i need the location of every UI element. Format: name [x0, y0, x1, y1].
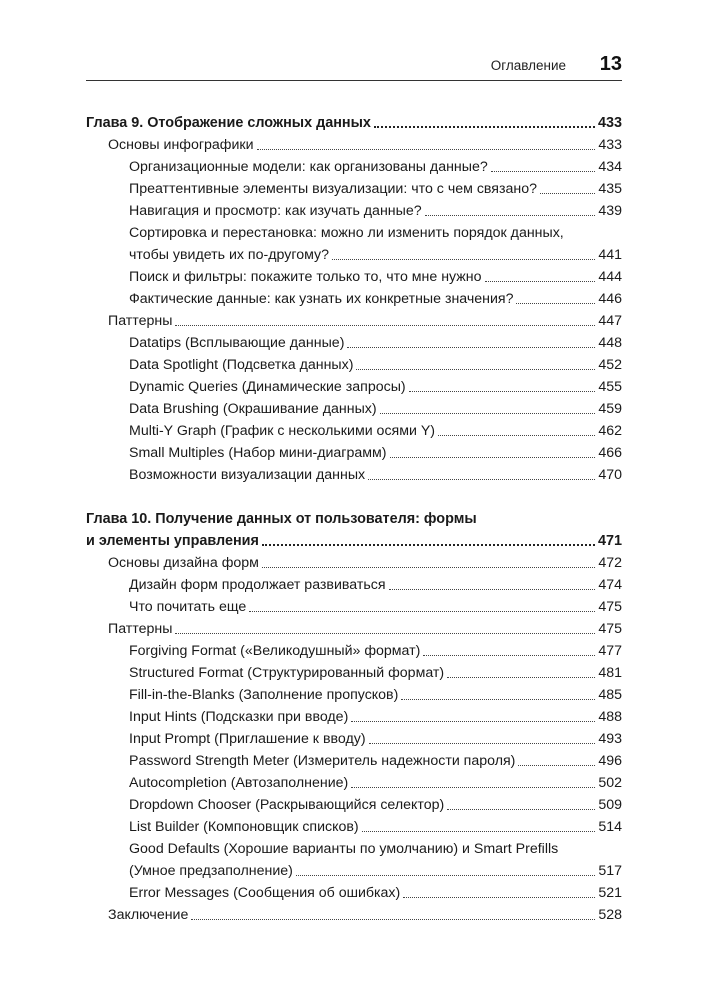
toc-entry-title: Дизайн форм продолжает развиваться	[129, 577, 386, 593]
toc-pattern-multiline[interactable]	[86, 838, 622, 882]
toc-pattern[interactable]	[86, 794, 622, 816]
toc-entry-title: Input Prompt (Приглашение к вводу)	[129, 731, 366, 747]
leader-dots	[351, 787, 595, 788]
toc-entry-title: Input Hints (Подсказки при вводе)	[129, 709, 349, 725]
toc-entry-title: Основы инфографики	[108, 137, 254, 153]
toc-entry-title: Преаттентивные элементы визуализации: что с чем связано?	[129, 181, 537, 197]
toc-page-number: 475	[598, 599, 622, 615]
toc-pattern[interactable]	[86, 332, 622, 354]
leader-dots	[347, 347, 595, 348]
leader-dots	[485, 281, 596, 282]
toc-section-form-design-basics[interactable]	[86, 552, 622, 574]
leader-dots	[351, 721, 595, 722]
leader-dots	[447, 809, 595, 810]
toc-chapter-10[interactable]	[86, 508, 622, 552]
toc-page-number: 435	[598, 181, 622, 197]
toc-entry-title: Small Multiples (Набор мини-диаграмм)	[129, 445, 387, 461]
toc-page-number: 517	[598, 863, 622, 879]
header-page-number: 13	[599, 53, 622, 75]
toc-page-number: 493	[598, 731, 622, 747]
toc-page-number: 433	[598, 137, 622, 153]
leader-dots	[175, 325, 595, 326]
toc-pattern[interactable]	[86, 684, 622, 706]
toc-page-number: 434	[598, 159, 622, 175]
toc-pattern[interactable]	[86, 464, 622, 486]
leader-dots	[423, 655, 595, 656]
toc-pattern[interactable]	[86, 772, 622, 794]
toc-entry-title: Паттерны	[108, 313, 173, 329]
leader-dots	[516, 303, 595, 304]
leader-dots	[425, 215, 596, 216]
toc-page-number: 452	[598, 357, 622, 373]
toc-subsection[interactable]	[86, 266, 622, 288]
toc-page-number: 433	[597, 115, 622, 131]
table-of-contents	[86, 112, 622, 926]
toc-subsection[interactable]	[86, 178, 622, 200]
toc-page-number: 509	[598, 797, 622, 813]
toc-page-number: 521	[598, 885, 622, 901]
chapter-gap	[86, 486, 622, 508]
toc-entry-title: Заключение	[108, 907, 189, 923]
leader-dots	[368, 479, 595, 480]
leader-dots	[296, 875, 595, 876]
toc-page-number: 472	[598, 555, 622, 571]
toc-page-number: 481	[598, 665, 622, 681]
toc-entry-title: Autocompletion (Автозаполнение)	[129, 775, 349, 791]
toc-subsection[interactable]	[86, 288, 622, 310]
toc-entry-title: Организационные модели: как организованы данные?	[129, 159, 488, 175]
toc-page-number: 528	[598, 907, 622, 923]
leader-dots	[447, 677, 595, 678]
toc-page-number: 459	[598, 401, 622, 417]
leader-dots	[262, 567, 595, 568]
toc-chapter-title-line1: Глава 10. Получение данных от пользователя: формы	[86, 511, 477, 527]
leader-dots	[191, 919, 595, 920]
toc-subsection[interactable]	[86, 200, 622, 222]
toc-entry-title-line1: Good Defaults (Хорошие варианты по умолчанию) и Smart Prefills	[129, 841, 559, 857]
leader-dots	[356, 369, 595, 370]
toc-page-number: 475	[598, 621, 622, 637]
toc-page-number: 474	[598, 577, 622, 593]
toc-entry-title: Поиск и фильтры: покажите только то, что мне нужно	[129, 269, 482, 285]
leader-dots	[374, 126, 595, 128]
toc-pattern[interactable]	[86, 706, 622, 728]
toc-entry-title: Fill-in-the-Blanks (Заполнение пропусков)	[129, 687, 399, 703]
toc-entry-title: Навигация и просмотр: как изучать данные?	[129, 203, 422, 219]
toc-entry-title: Forgiving Format («Великодушный» формат)	[129, 643, 421, 659]
toc-entry-title: Возможности визуализации данных	[129, 467, 366, 483]
toc-section-infographics-basics[interactable]	[86, 134, 622, 156]
toc-entry-title: Structured Format (Структурированный формат)	[129, 665, 445, 681]
leader-dots	[175, 633, 595, 634]
leader-dots	[332, 259, 595, 260]
toc-entry-title: Глава 9. Отображение сложных данных	[86, 115, 371, 131]
toc-entry-title-line2: (Умное предзаполнение)	[129, 863, 293, 879]
leader-dots	[380, 413, 596, 414]
toc-page-number: 485	[598, 687, 622, 703]
toc-pattern[interactable]	[86, 640, 622, 662]
toc-chapter-9[interactable]	[86, 112, 622, 134]
toc-pattern[interactable]	[86, 750, 622, 772]
leader-dots	[540, 193, 595, 194]
toc-page-number: 444	[598, 269, 622, 285]
toc-pattern[interactable]	[86, 662, 622, 684]
toc-page-number: 446	[598, 291, 622, 307]
leader-dots	[362, 831, 596, 832]
toc-subsection[interactable]	[86, 156, 622, 178]
leader-dots	[409, 391, 596, 392]
toc-entry-title: Data Spotlight (Подсветка данных)	[129, 357, 354, 373]
leader-dots	[262, 544, 595, 546]
toc-section-patterns[interactable]	[86, 618, 622, 640]
toc-subsection[interactable]	[86, 574, 622, 596]
toc-pattern[interactable]	[86, 376, 622, 398]
toc-pattern[interactable]	[86, 882, 622, 904]
toc-section-conclusion[interactable]	[86, 904, 622, 926]
toc-entry-title: Основы дизайна форм	[108, 555, 259, 571]
toc-pattern[interactable]	[86, 816, 622, 838]
leader-dots	[518, 765, 595, 766]
leader-dots	[403, 897, 595, 898]
toc-pattern[interactable]	[86, 420, 622, 442]
toc-chapter-title-line2: и элементы управления	[86, 533, 259, 549]
toc-entry-title-line2: чтобы увидеть их по-другому?	[129, 247, 329, 263]
toc-entry-title: Фактические данные: как узнать их конкретные значения?	[129, 291, 514, 307]
toc-entry-title: Паттерны	[108, 621, 173, 637]
toc-entry-title: Multi-Y Graph (График с несколькими осями Y)	[129, 423, 436, 439]
toc-entry-title: Password Strength Meter (Измеритель надежности пароля)	[129, 753, 516, 769]
toc-page-number: 496	[598, 753, 622, 769]
toc-page-number: 470	[598, 467, 622, 483]
toc-page-number: 477	[598, 643, 622, 659]
toc-pattern[interactable]	[86, 354, 622, 376]
toc-page-number: 439	[598, 203, 622, 219]
toc-entry-title-line1: Сортировка и перестановка: можно ли изменить порядок данных,	[129, 225, 564, 241]
toc-entry-title: Error Messages (Сообщения об ошибках)	[129, 885, 401, 901]
toc-page-number: 462	[598, 423, 622, 439]
leader-dots	[249, 611, 595, 612]
leader-dots	[390, 457, 596, 458]
toc-section-patterns[interactable]	[86, 310, 622, 332]
toc-entry-title: Что почитать еще	[129, 599, 247, 615]
leader-dots	[491, 171, 596, 172]
toc-page-number: 455	[598, 379, 622, 395]
toc-pattern[interactable]	[86, 398, 622, 420]
toc-subsection[interactable]	[86, 596, 622, 618]
toc-entry-title: Dynamic Queries (Динамические запросы)	[129, 379, 406, 395]
leader-dots	[401, 699, 595, 700]
running-header	[86, 50, 622, 81]
toc-entry-title: Datatips (Всплывающие данные)	[129, 335, 345, 351]
toc-page-number: 441	[598, 247, 622, 263]
toc-entry-title: List Builder (Компоновщик списков)	[129, 819, 359, 835]
leader-dots	[389, 589, 596, 590]
toc-subsection-multiline[interactable]	[86, 222, 622, 266]
toc-page-number: 488	[598, 709, 622, 725]
leader-dots	[438, 435, 595, 436]
toc-entry-title: Data Brushing (Окрашивание данных)	[129, 401, 377, 417]
toc-entry-title: Dropdown Chooser (Раскрывающийся селектор)	[129, 797, 445, 813]
toc-page-number: 466	[598, 445, 622, 461]
toc-page-number: 471	[597, 533, 622, 549]
leader-dots	[369, 743, 596, 744]
toc-page-number: 514	[598, 819, 622, 835]
toc-page-number: 447	[598, 313, 622, 329]
toc-page-number: 448	[598, 335, 622, 351]
toc-pattern[interactable]	[86, 728, 622, 750]
toc-pattern[interactable]	[86, 442, 622, 464]
header-section-title: Оглавление	[490, 58, 566, 73]
leader-dots	[257, 149, 596, 150]
toc-page-number: 502	[598, 775, 622, 791]
